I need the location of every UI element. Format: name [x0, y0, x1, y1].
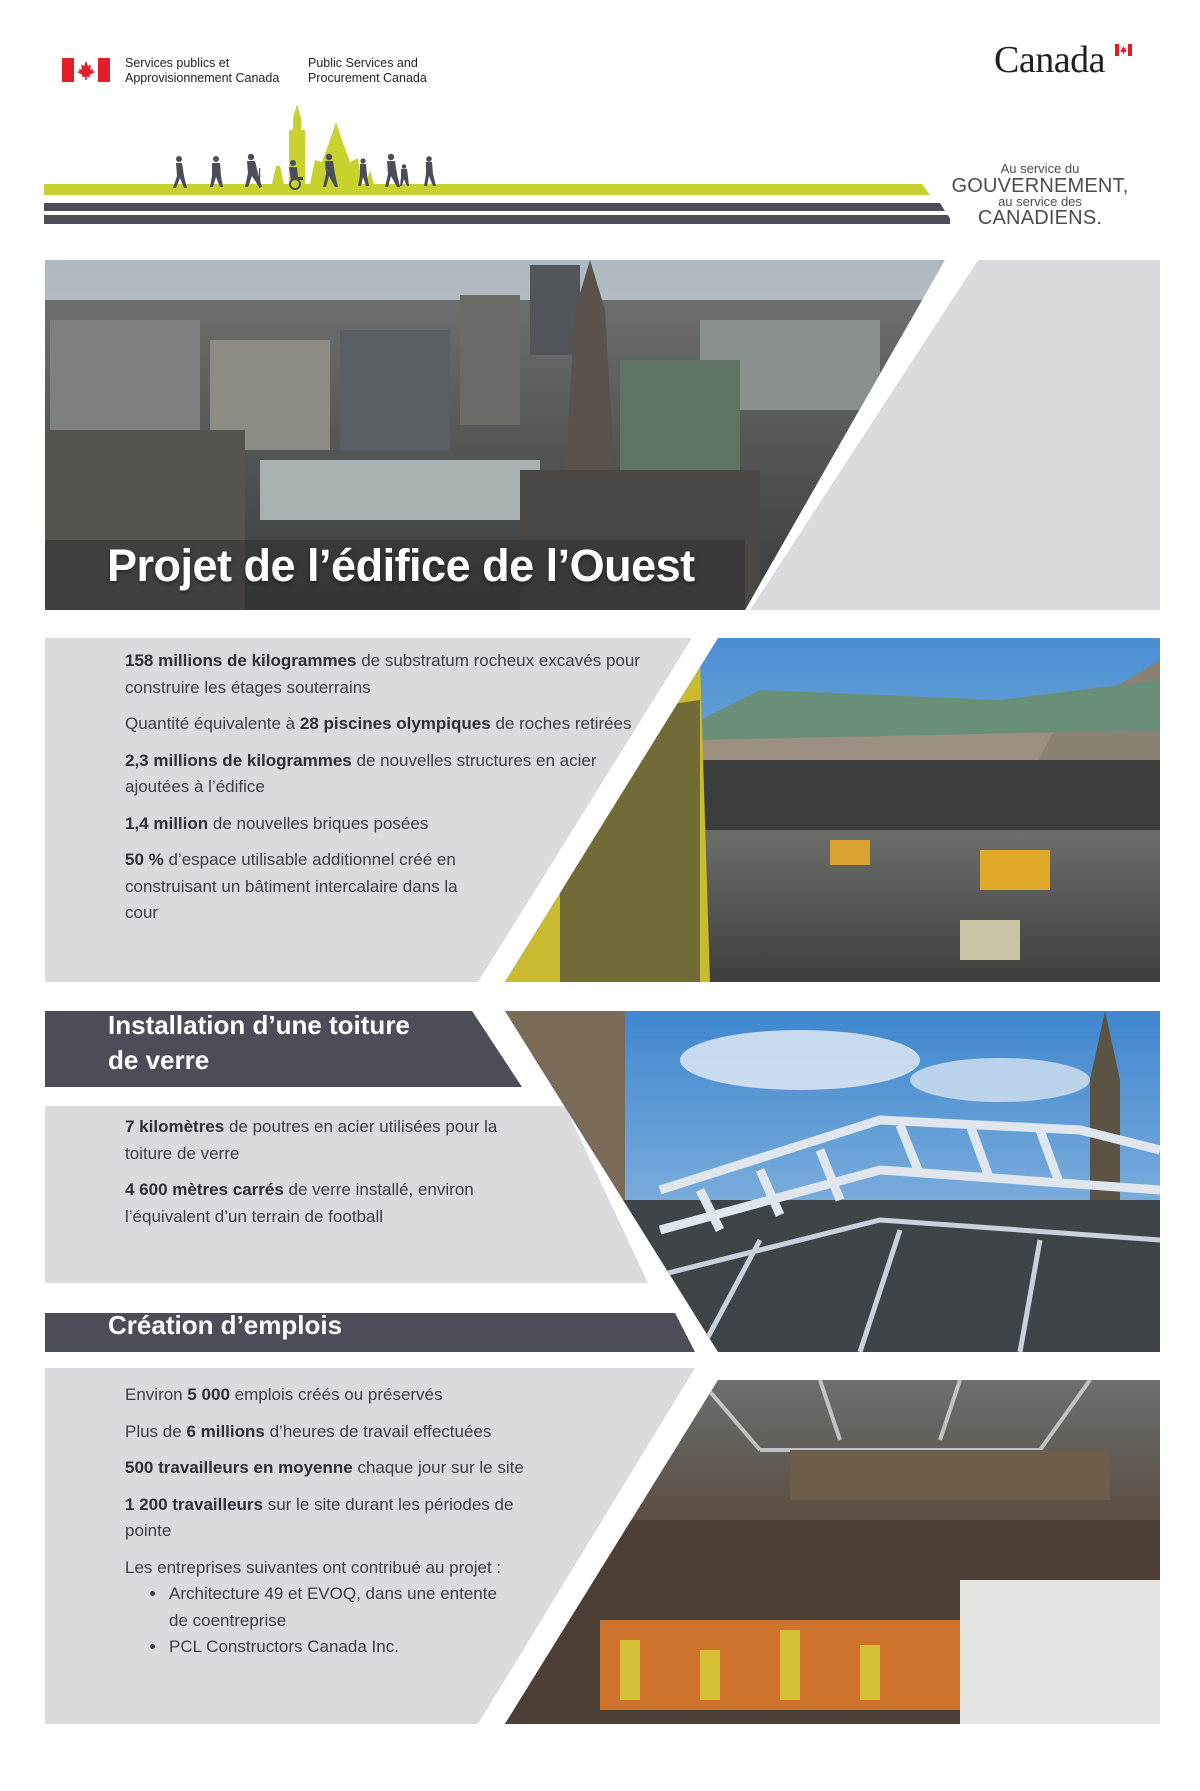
- contributors-list: [125, 1581, 507, 1661]
- section-heading-jobs: Création d’emplois: [108, 1310, 343, 1340]
- facts-glass-roof: [125, 1114, 525, 1240]
- fact-item: Quantité équivalente à 28 piscines olympiques de roches retirées: [125, 714, 632, 733]
- department-name-fr: Services publics et Approvisionnement Canada: [125, 56, 280, 85]
- fact-item: 2,3 millions de kilogrammes de nouvelles structures en acier ajoutées à l’édifice: [125, 750, 597, 796]
- fact-item: 1 200 travailleurs sur le site durant les périodes de pointe: [125, 1494, 514, 1540]
- fact-item: 500 travailleurs en moyenne chaque jour sur le site: [125, 1458, 524, 1477]
- list-item: • PCL Constructors Canada Inc.: [167, 1634, 507, 1661]
- fact-item: 1,4 million de nouvelles briques posées: [125, 813, 429, 833]
- fact-item: Plus de 6 millions d’heures de travail effectuées: [125, 1421, 492, 1441]
- photo-glass-roof-steel: [505, 1011, 1160, 1352]
- fact-item: 4 600 mètres carrés de verre installé, environ l’équivalent d’un terrain de football: [125, 1180, 474, 1226]
- slogan: Au service du GOUVERNEMENT, au service des CANADIENS.: [951, 161, 1129, 229]
- fact-item: 50 % d’espace utilisable additionnel créé en construisant un bâtiment intercalaire dans la cour: [125, 850, 458, 922]
- fact-item: 7 kilomètres de poutres en acier utilisées pour la toiture de verre: [125, 1117, 498, 1163]
- contributors-intro: Les entreprises suivantes ont contribué au projet :: [125, 1557, 502, 1577]
- facts-excavation: [125, 648, 645, 937]
- facts-jobs: [125, 1382, 565, 1661]
- list-item: • Architecture 49 et EVOQ, dans une entente de coentreprise: [167, 1581, 507, 1634]
- page-title: Projet de l’édifice de l’Ouest: [107, 540, 695, 591]
- section-heading-glass-roof: Installation d’une toiture de verre: [108, 1010, 410, 1075]
- department-name-en: Public Services and Procurement Canada: [308, 56, 427, 85]
- fact-item: Environ 5 000 emplois créés ou préservés: [125, 1385, 443, 1404]
- canada-wordmark: Canada: [994, 39, 1105, 81]
- fact-item: 158 millions de kilogrammes de substratum rocheux excavés pour construire les étages souterrains: [125, 651, 640, 697]
